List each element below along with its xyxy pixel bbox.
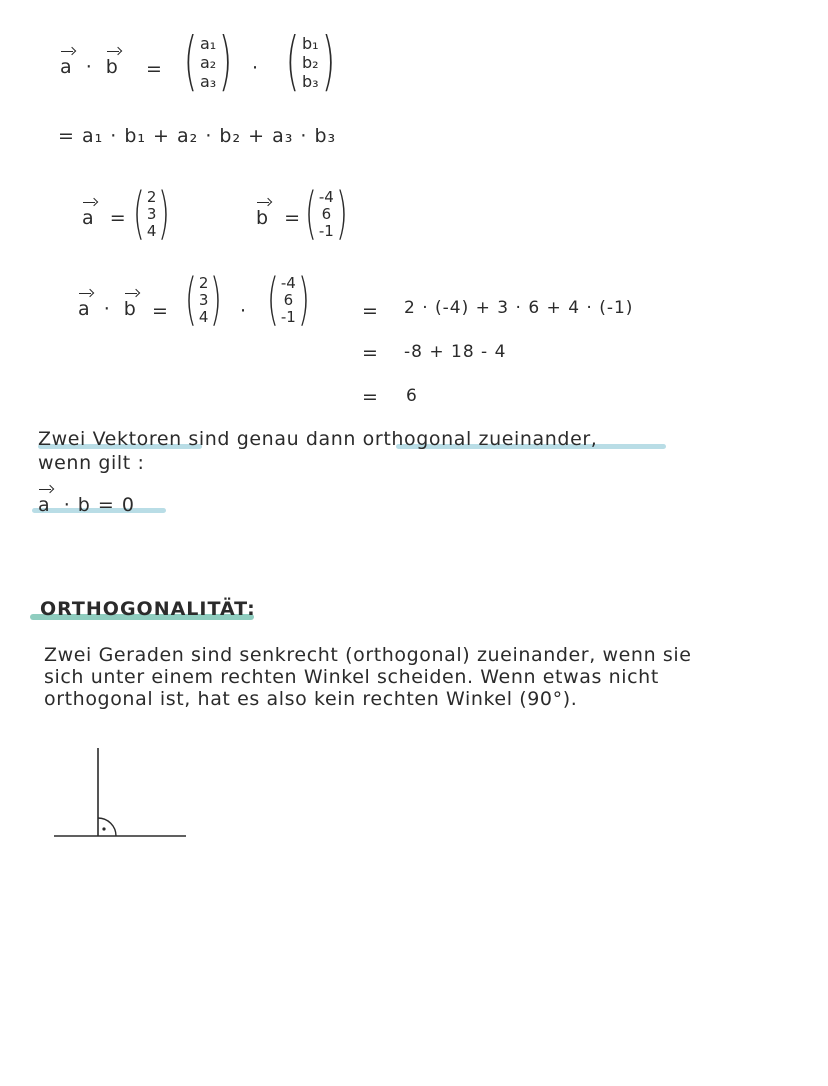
component-b3: b₃ <box>301 71 319 91</box>
formula-expansion: = a₁ · b₁ + a₂ · b₂ + a₃ · b₃ <box>58 125 337 147</box>
section-line-3: orthogonal ist, hat es also kein rechten Winkel (90°). <box>44 688 578 710</box>
condition-expression: · b = 0 <box>63 494 135 516</box>
vector-a-components: ( a₁ a₂ a₃ ) <box>183 25 233 99</box>
example-a-lhs <box>82 207 127 229</box>
component-b1: b₁ <box>301 33 319 53</box>
product-equals: = <box>152 300 169 322</box>
vector-b-symbol: b <box>105 56 119 78</box>
step3-result: 6 <box>406 386 418 406</box>
right-angle-diagram <box>50 740 200 850</box>
component-b2: b₂ <box>301 52 319 72</box>
component-a1: a₁ <box>199 33 217 53</box>
value: 4 <box>198 307 209 326</box>
component-a3: a₃ <box>199 71 217 91</box>
step1-expression: 2 · (-4) + 3 · 6 + 4 · (-1) <box>404 298 634 318</box>
section-heading: ORTHOGONALITÄT: <box>40 598 256 620</box>
example-vector-b: ( -4 6 -1 ) <box>304 181 348 246</box>
matrix-dot: · <box>252 57 260 79</box>
rule-line-2: wenn gilt : <box>38 452 145 474</box>
value: 2 <box>146 187 157 206</box>
example-product-lhs <box>78 298 137 320</box>
vector-b-components: ( b₁ b₂ b₃ ) <box>285 25 335 99</box>
formula-equals: = <box>146 58 163 80</box>
dot-operator: · <box>85 56 93 78</box>
product-vector-b: ( -4 6 -1 ) <box>266 267 310 332</box>
vector-a-symbol: a <box>38 494 51 516</box>
right-angle-dot <box>102 827 105 830</box>
vector-a-symbol: a <box>60 56 73 78</box>
vector-b-symbol: b <box>256 207 270 229</box>
section-line-2: sich unter einem rechten Winkel scheiden. Wenn etwas nicht <box>44 666 659 688</box>
step2-expression: -8 + 18 - 4 <box>404 342 507 362</box>
example-vector-a: ( 2 3 4 ) <box>132 181 171 246</box>
formula-lhs <box>60 56 119 78</box>
vector-a-symbol: a <box>78 298 91 320</box>
value: 6 <box>283 290 294 309</box>
value: 3 <box>146 204 157 223</box>
orthogonality-condition <box>38 494 135 516</box>
rule-line-1: Zwei Vektoren sind genau dann orthogonal zueinander, <box>38 428 598 450</box>
value: 6 <box>321 204 332 223</box>
component-a2: a₂ <box>199 52 217 72</box>
section-line-1: Zwei Geraden sind senkrecht (orthogonal) zueinander, wenn sie <box>44 644 692 666</box>
step1-equals: = <box>362 300 379 322</box>
right-angle-arc <box>98 818 116 836</box>
product-dot: · <box>240 300 248 322</box>
vector-a-symbol: a <box>82 207 95 229</box>
value: -4 <box>280 273 296 292</box>
step2-equals: = <box>362 342 379 364</box>
value: 4 <box>146 221 157 240</box>
value: 3 <box>198 290 209 309</box>
step3-equals: = <box>362 386 379 408</box>
value: 2 <box>198 273 209 292</box>
value: -1 <box>318 221 334 240</box>
value: -1 <box>280 307 296 326</box>
value: -4 <box>318 187 334 206</box>
example-b-lhs <box>256 207 301 229</box>
dot-operator: · <box>103 298 111 320</box>
product-vector-a: ( 2 3 4 ) <box>184 267 223 332</box>
equals: = <box>109 207 127 229</box>
vector-b-symbol: b <box>123 298 137 320</box>
equals: = <box>284 207 302 229</box>
